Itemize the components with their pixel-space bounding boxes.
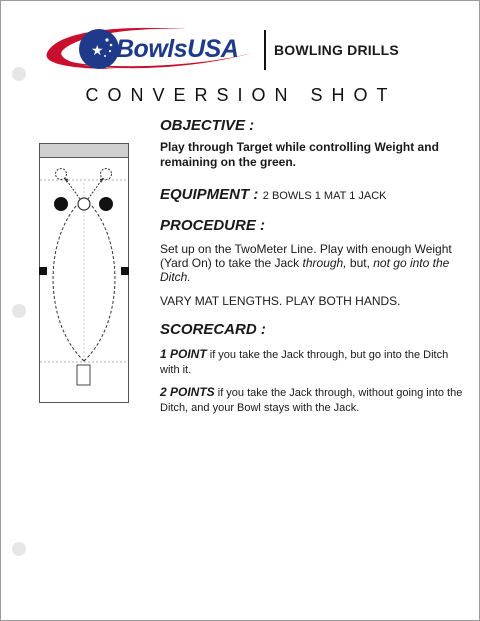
side-marker-left: [39, 267, 47, 275]
equipment-text: 2 BOWLS 1 MAT 1 JACK: [262, 190, 387, 202]
procedure-not-ditch: not go into the Ditch.: [160, 256, 450, 284]
equipment-row: [160, 186, 386, 204]
point2-text: if you take the Jack through, without going into the Ditch, and your Bowl stays with the Jack.: [160, 387, 463, 414]
point1-label: 1 POINT: [160, 347, 207, 361]
point2-label: 2 POINTS: [160, 385, 215, 399]
point1-text: if you take the Jack through, but go into the Ditch with it.: [160, 349, 449, 376]
objective-heading: OBJECTIVE :: [160, 117, 255, 134]
brand-wordmark: [116, 35, 238, 64]
binder-hole: [12, 542, 26, 556]
scorecard-heading: SCORECARD :: [160, 321, 266, 338]
bowl-outcome-right: [101, 169, 112, 180]
binder-hole: [12, 304, 26, 318]
side-marker-right: [121, 267, 129, 275]
bowl-outcome-left: [56, 169, 67, 180]
jack: [78, 198, 90, 210]
brand-usa: USA: [187, 35, 239, 63]
binder-hole: [12, 67, 26, 81]
rink-diagram: [39, 143, 129, 403]
header-divider: [264, 30, 266, 70]
svg-text:★: ★: [91, 43, 104, 59]
objective-text: Play through Target while controlling Weight and remaining on the green.: [160, 140, 439, 169]
procedure-but: but,: [346, 256, 374, 270]
brand-bowls: Bowls: [116, 35, 188, 63]
equipment-heading: EQUIPMENT :: [160, 186, 259, 203]
procedure-line: Set up on the TwoMeter Line. Play with enough Weight (Yard On) to take the Jack: [160, 242, 452, 270]
target-bowl-right: [99, 197, 113, 211]
procedure-text: [160, 242, 460, 284]
mat: [77, 365, 90, 385]
score-point-2: [160, 385, 470, 416]
procedure-vary: VARY MAT LENGTHS. PLAY BOTH HANDS.: [160, 294, 401, 308]
target-bowl-left: [54, 197, 68, 211]
page-title: CONVERSION SHOT: [85, 85, 397, 105]
procedure-through: through,: [302, 256, 347, 270]
procedure-heading: PROCEDURE :: [160, 217, 266, 234]
ditch-area: [40, 144, 129, 158]
section-title: BOWLING DRILLS: [274, 42, 399, 58]
score-point-1: [160, 347, 460, 378]
